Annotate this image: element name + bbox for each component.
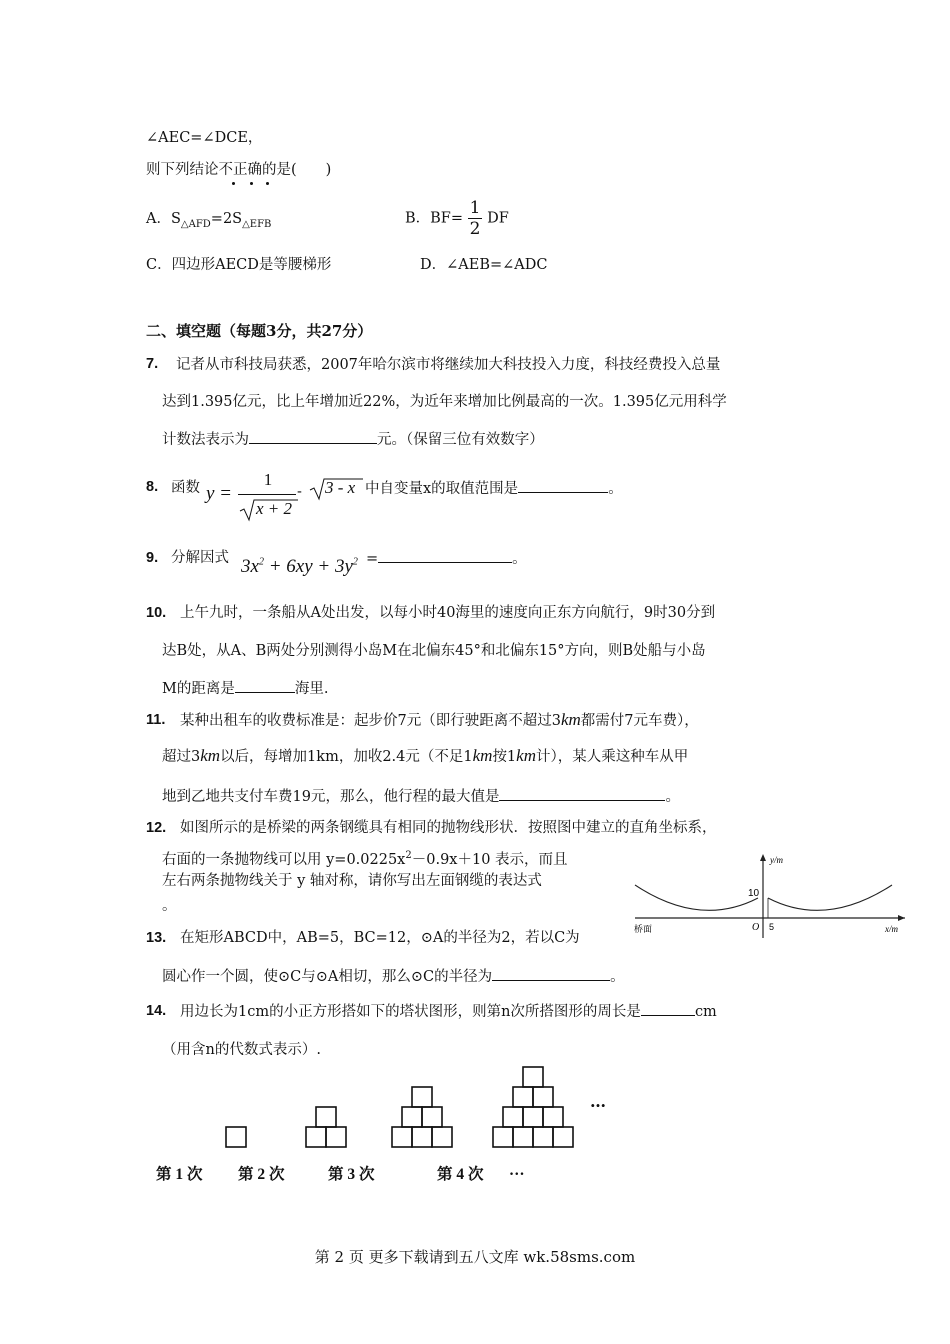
answer-blank[interactable] — [518, 478, 608, 493]
q14-line2: （用含n的代数式表示）. — [162, 1042, 321, 1058]
q12-line2: 右面的一条抛物线可以用 $y=0.0225x^2-0.9x+10$ 表示，而且 — [162, 850, 568, 868]
q10-line3: M的距离是 海里. — [162, 678, 328, 699]
y-axis-arrow — [760, 854, 766, 861]
q9-expression: $3x^2 + 6xy + 3y^2$ — [241, 556, 358, 577]
q8-frac-den: x + 2 — [256, 499, 293, 518]
q12-line3: 左右两条抛物线关于 y 轴对称，请你写出左面钢缆的表达式 — [162, 873, 542, 889]
answer-blank[interactable] — [235, 678, 295, 693]
emphasis-dot — [232, 182, 235, 185]
label-5: 5 — [769, 922, 775, 932]
q10-number: 10. — [146, 605, 167, 621]
q8-minus: - — [297, 484, 302, 500]
answer-blank[interactable] — [378, 548, 512, 563]
option-d: D．∠AEB=∠ADC — [420, 257, 548, 273]
tower-2 — [306, 1107, 346, 1147]
x-axis-arrow — [898, 915, 905, 921]
label-10: 10 — [748, 888, 760, 899]
tower-label-4: 第 4 次 — [437, 1166, 484, 1183]
emphasis-dot — [250, 182, 253, 185]
q12-line1: 如图所示的是桥梁的两条钢缆具有相同的抛物线形状．按照图中建立的直角坐标系， — [180, 820, 717, 836]
page-footer: 第 2 页 更多下载请到五八文库 wk.58sms.com — [314, 1248, 636, 1266]
q7-number: 7. — [146, 356, 159, 372]
q8-number: 8. — [146, 479, 159, 495]
q9-number: 9. — [146, 550, 159, 566]
q14-number: 14. — [146, 1003, 167, 1019]
tower-label-2: 第 2 次 — [238, 1166, 285, 1183]
tower-label-1: 第 1 次 — [156, 1166, 203, 1183]
q8-frac-bar — [238, 494, 296, 495]
tower-label-more: … — [509, 1162, 525, 1179]
q9-answer: = 。 — [366, 548, 527, 569]
q14-line1: 用边长为1cm的小正方形搭如下的塔状图形，则第n次所搭图形的周长是 cm — [180, 1001, 717, 1022]
q9-prefix: 分解因式 — [171, 550, 229, 566]
answer-blank[interactable] — [249, 429, 377, 444]
y-axis-label: y/m — [770, 855, 783, 865]
right-cable — [768, 885, 892, 910]
q12-number: 12. — [146, 820, 167, 836]
tower-continuation: … — [590, 1092, 606, 1111]
tower-3 — [392, 1087, 452, 1147]
q8-suffix: 中自变量x的取值范围是 。 — [365, 478, 623, 499]
q8-frac-num: 1 — [263, 470, 273, 489]
tower-1-square — [226, 1127, 246, 1147]
q11-number: 11. — [146, 712, 166, 728]
bridge-figure — [630, 850, 915, 940]
origin-label: O — [752, 922, 760, 933]
q11-line1: 某种出租车的收费标准是：起步价7元（即行驶距离不超过3km都需付7元车费）， — [180, 710, 699, 729]
x-axis-label: x/m — [885, 924, 898, 934]
q8-y: y = — [206, 483, 233, 504]
emphasis-dot — [266, 182, 269, 185]
q8-root-expr: 3 - x — [325, 478, 356, 497]
condition-line: ∠AEC=∠DCE， — [146, 130, 263, 146]
q10-line2: 达B处，从A、B两处分别测得小岛M在北偏东45°和北偏东15°方向，则B处船与小岛 — [162, 643, 706, 659]
option-b: B．BF= $\frac{1}{2}$ DF — [405, 198, 509, 239]
answer-blank[interactable] — [499, 786, 665, 801]
q11-line2: 超过3km以后，每增加1km，加收2.4元（不足1km按1km计），某人乘这种车从甲 — [162, 746, 689, 765]
bridge-deck-label: 桥面 — [634, 925, 653, 935]
q11-line3: 地到乙地共支付车费19元，那么，他行程的最大值是 。 — [162, 786, 680, 807]
section-title: 二、填空题（每题3分，共27分） — [146, 322, 373, 340]
option-c: C．四边形AECD是等腰梯形 — [146, 257, 332, 273]
answer-blank[interactable] — [641, 1001, 695, 1016]
q7-line2: 达到1.395亿元，比上年增加近22%，为近年来增加比例最高的一次。1.395亿元用科学 — [162, 394, 727, 410]
q12-line4: 。 — [162, 898, 177, 914]
q13-line1: 在矩形ABCD中，AB=5，BC=12，⊙A的半径为2，若以C为 — [180, 930, 580, 946]
q13-line2: 圆心作一个圆，使⊙C与⊙A相切，那么⊙C的半径为 。 — [162, 966, 625, 987]
q7-line1: 记者从市科技局获悉，2007年哈尔滨市将继续加大科技投入力度，科技经费投入总量 — [176, 357, 721, 373]
question-prompt: 则下列结论不正确的是( ) — [146, 162, 332, 178]
q10-line1: 上午九时，一条船从A处出发，以每小时40海里的速度向正东方向航行，9时30分到 — [180, 605, 716, 621]
option-a: A．$S_{\triangle AFD}=2S_{\triangle EFB}$ — [146, 211, 272, 230]
left-cable — [635, 885, 758, 910]
q8-prefix: 函数 — [171, 480, 200, 496]
tower-4 — [493, 1067, 573, 1147]
tower-figures — [200, 1060, 630, 1150]
tower-label-3: 第 3 次 — [328, 1166, 375, 1183]
q13-number: 13. — [146, 930, 167, 946]
q7-line3: 计数法表示为 元。（保留三位有效数字） — [162, 429, 544, 450]
answer-blank[interactable] — [492, 966, 610, 981]
